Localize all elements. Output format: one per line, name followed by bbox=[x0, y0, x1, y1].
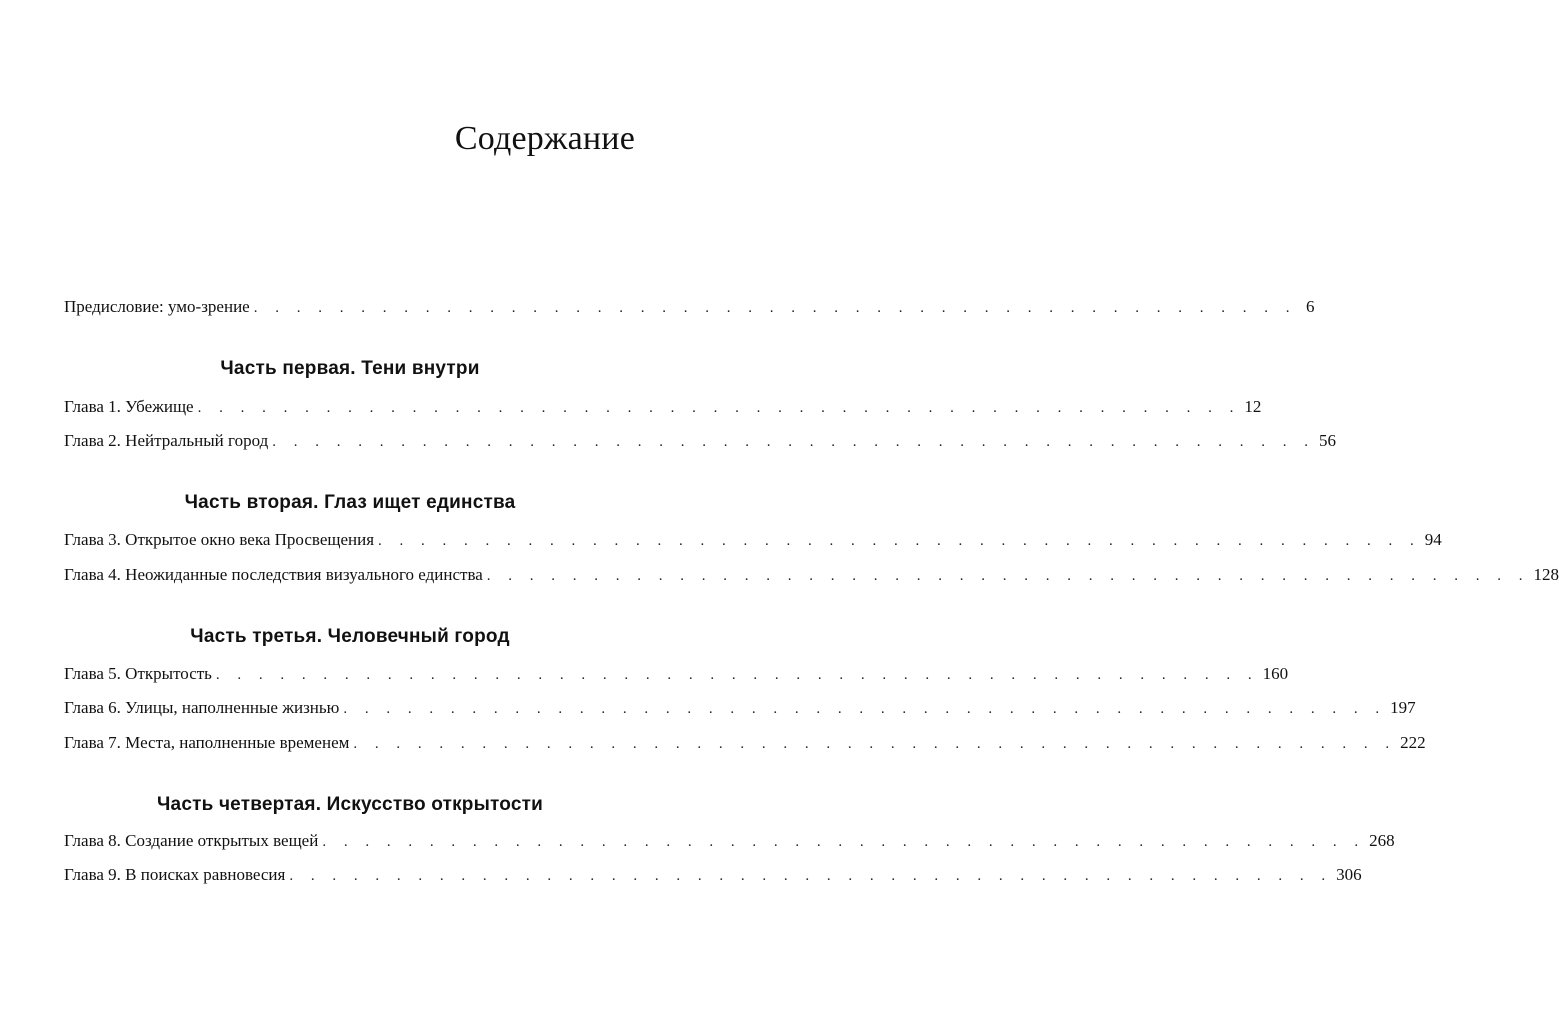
dot-leader: . . . . . . . . . . . . . . . . . . . . . . . . . . . . . . . . . . . . . . . . . . . . . . . . . bbox=[272, 434, 1315, 450]
toc-entry-label: Глава 8. Создание открытых вещей bbox=[64, 831, 319, 850]
toc-entry-label: Глава 1. Убежище bbox=[64, 397, 194, 416]
toc-entry-label: Глава 3. Открытое окно века Просвещения bbox=[64, 530, 375, 549]
toc-entry-label: Глава 4. Неожиданные последствия визуального единства bbox=[64, 565, 483, 584]
toc-entry-label: Глава 6. Улицы, наполненные жизнью bbox=[64, 698, 340, 717]
dot-leader: . . . . . . . . . . . . . . . . . . . . . . . . . . . . . . . . . . . . . . . . . . . . . . . . . bbox=[215, 667, 1259, 683]
toc-entry-label: Глава 9. В поисках равновесия bbox=[64, 865, 286, 884]
toc-entry-chapter-1[interactable] bbox=[64, 396, 1262, 419]
toc-entry-label: Предисловие: умо-зрение bbox=[64, 297, 250, 316]
toc-entry-preface[interactable] bbox=[64, 296, 1315, 319]
part-heading-1: Часть первая. Тени внутри bbox=[220, 358, 480, 379]
part-heading-2: Часть вторая. Глаз ищет единства bbox=[184, 492, 516, 513]
toc-entry-page: 222 bbox=[1400, 733, 1426, 752]
toc-entry-page: 197 bbox=[1390, 698, 1416, 717]
toc-entry-page: 268 bbox=[1369, 831, 1395, 850]
toc-entry-chapter-5[interactable] bbox=[64, 663, 1289, 686]
toc-entry-label: Глава 7. Места, наполненные временем bbox=[64, 733, 350, 752]
toc-entry-page: 12 bbox=[1244, 397, 1262, 416]
toc-entry-chapter-9[interactable] bbox=[64, 864, 1362, 887]
dot-leader: . . . . . . . . . . . . . . . . . . . . . . . . . . . . . . . . . . . . . . . . . . . . . . . . . bbox=[322, 834, 1366, 850]
toc-entry-page: 306 bbox=[1336, 865, 1362, 884]
toc-entry-chapter-3[interactable] bbox=[64, 529, 1442, 552]
dot-leader: . . . . . . . . . . . . . . . . . . . . . . . . . . . . . . . . . . . . . . . . . . . . . . . . . bbox=[289, 868, 1333, 884]
toc-entry-page: 6 bbox=[1305, 297, 1315, 316]
dot-leader: . . . . . . . . . . . . . . . . . . . . . . . . . . . . . . . . . . . . . . . . . . . . . . . . . bbox=[253, 300, 1297, 316]
toc-entry-label: Глава 2. Нейтральный город bbox=[64, 431, 269, 450]
page-title: Содержание bbox=[454, 120, 635, 157]
toc-entry-chapter-6[interactable] bbox=[64, 697, 1416, 720]
toc-entry-chapter-2[interactable] bbox=[64, 430, 1336, 453]
dot-leader: . . . . . . . . . . . . . . . . . . . . . . . . . . . . . . . . . . . . . . . . . . . . . . . . . bbox=[378, 533, 1421, 549]
toc-entry-chapter-4[interactable] bbox=[64, 564, 1559, 587]
toc-entry-page: 128 bbox=[1533, 565, 1559, 584]
toc-entry-chapter-7[interactable] bbox=[64, 732, 1426, 755]
toc-entry-page: 160 bbox=[1262, 664, 1289, 683]
dot-leader: . . . . . . . . . . . . . . . . . . . . . . . . . . . . . . . . . . . . . . . . . . . . . . . . . bbox=[486, 568, 1530, 584]
toc-entry-label: Глава 5. Открытость bbox=[64, 664, 212, 683]
toc-entry-page: 94 bbox=[1424, 530, 1442, 549]
part-heading-4: Часть четвертая. Искусство открытости bbox=[157, 794, 543, 815]
toc-entry-chapter-8[interactable] bbox=[64, 830, 1395, 853]
dot-leader: . . . . . . . . . . . . . . . . . . . . . . . . . . . . . . . . . . . . . . . . . . . . . . . . . bbox=[343, 701, 1387, 717]
part-heading-3: Часть третья. Человечный город bbox=[190, 626, 510, 647]
dot-leader: . . . . . . . . . . . . . . . . . . . . . . . . . . . . . . . . . . . . . . . . . . . . . . . . . bbox=[197, 400, 1241, 416]
dot-leader: . . . . . . . . . . . . . . . . . . . . . . . . . . . . . . . . . . . . . . . . . . . . . . . . . bbox=[353, 736, 1397, 752]
toc-entry-page: 56 bbox=[1319, 431, 1336, 450]
